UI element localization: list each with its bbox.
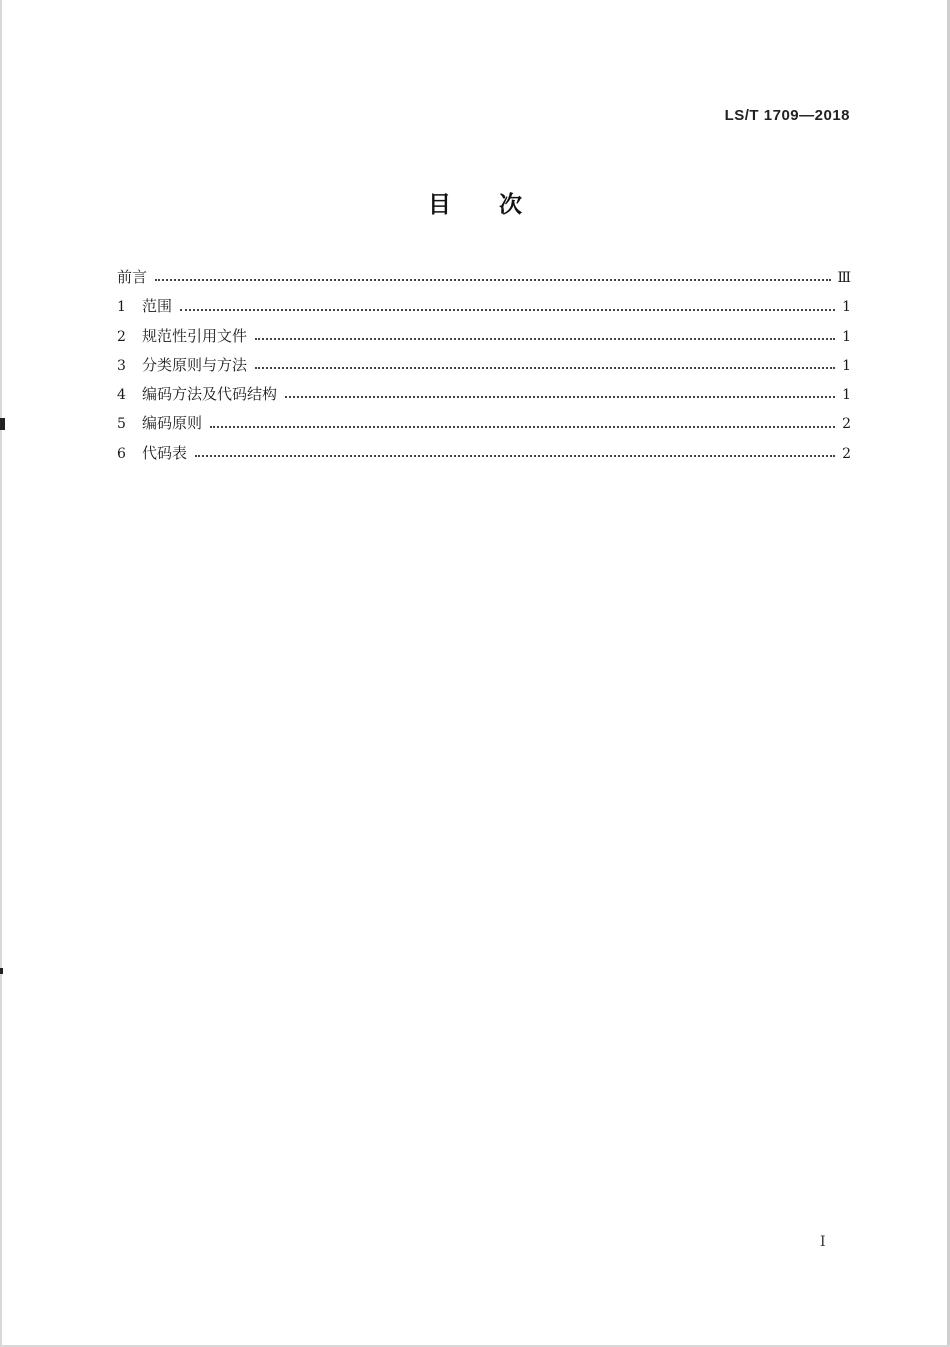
toc-leader-dots (255, 338, 835, 340)
toc-entry-page: 2 (842, 445, 851, 462)
toc-leader-dots (195, 455, 835, 457)
toc-entry-code-table[interactable] (117, 439, 851, 468)
toc-entry-number: 5 (117, 416, 126, 433)
toc-entry-label: 规范性引用文件 (142, 326, 248, 345)
toc-entry-page: Ⅲ (837, 270, 851, 286)
toc-leader-dots (285, 396, 835, 398)
toc-leader-dots (210, 426, 835, 428)
toc-leader-dots (155, 279, 831, 281)
toc-entry-label: 分类原则与方法 (142, 355, 248, 374)
toc-entry-number: 6 (117, 445, 126, 462)
toc-entry-number: 1 (117, 299, 126, 316)
toc-entry-normative-references[interactable] (117, 322, 851, 351)
toc-entry-number: 4 (117, 387, 126, 404)
toc-entry-classification-principles[interactable] (117, 351, 851, 380)
toc-entry-page: 1 (842, 357, 851, 374)
toc-entry-page: 1 (842, 387, 851, 404)
standard-code: LS/T 1709—2018 (724, 107, 850, 124)
toc-leader-dots (180, 309, 835, 311)
toc-entry-label: 编码方法及代码结构 (142, 385, 278, 404)
toc-entry-coding-principles[interactable] (117, 409, 851, 438)
toc-leader-dots (255, 367, 835, 369)
toc-entry-number: 3 (117, 357, 126, 374)
toc-entry-scope[interactable] (117, 292, 851, 321)
toc-entry-number: 2 (117, 328, 126, 345)
toc-entry-page: 1 (842, 328, 851, 345)
toc-entry-label: 代码表 (142, 443, 188, 462)
toc-entry-page: 1 (842, 299, 851, 316)
scan-mark (0, 968, 3, 974)
toc-entry-label: 范围 (142, 297, 173, 316)
footer-page-number: I (820, 1234, 826, 1250)
table-of-contents (117, 263, 851, 468)
toc-entry-page: 2 (842, 416, 851, 433)
toc-entry-coding-method[interactable] (117, 380, 851, 409)
toc-title: 目次 (428, 192, 570, 218)
toc-entry-label: 前言 (117, 268, 148, 286)
scan-mark (0, 418, 5, 430)
toc-entry-label: 编码原则 (142, 414, 203, 433)
toc-entry-foreword[interactable] (117, 263, 851, 292)
